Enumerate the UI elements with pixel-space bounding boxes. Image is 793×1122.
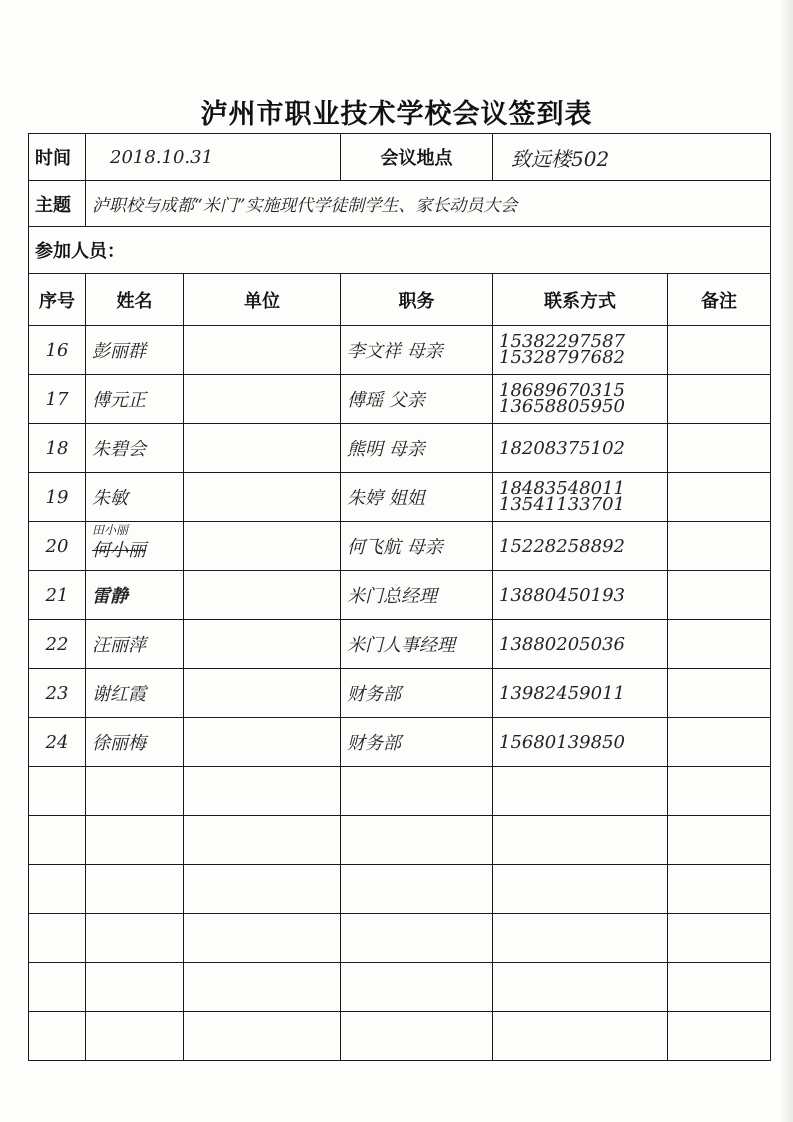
empty-cell [668, 1012, 771, 1061]
row-unit [184, 522, 341, 571]
empty-cell [493, 914, 668, 963]
row-contact [493, 718, 668, 767]
col-role: 职务 [341, 274, 493, 326]
place-label: 会议地点 [341, 134, 493, 181]
empty-cell [86, 816, 184, 865]
empty-cell [493, 816, 668, 865]
empty-cell [184, 767, 341, 816]
empty-cell [184, 865, 341, 914]
row-role: 李文祥 母亲 [341, 326, 493, 375]
empty-cell [493, 865, 668, 914]
row-unit [184, 375, 341, 424]
row-note [668, 669, 771, 718]
empty-cell [86, 963, 184, 1012]
table-row [29, 424, 771, 473]
empty-cell [341, 963, 493, 1012]
page-title: 泸州市职业技术学校会议签到表 [200, 99, 593, 130]
table-row [29, 718, 771, 767]
attendees-label: 参加人员： [29, 227, 771, 274]
row-note [668, 522, 771, 571]
empty-cell [29, 816, 86, 865]
row-role: 何飞航 母亲 [341, 522, 493, 571]
row-unit [184, 473, 341, 522]
row-unit [184, 571, 341, 620]
empty-cell [29, 963, 86, 1012]
empty-cell [341, 767, 493, 816]
place-value: 致远楼502 [493, 134, 771, 181]
table-row [29, 522, 771, 571]
empty-cell [29, 767, 86, 816]
empty-row [29, 865, 771, 914]
empty-cell [341, 816, 493, 865]
contact-line: 15228258892 [499, 535, 625, 557]
empty-cell [29, 1012, 86, 1061]
table-row [29, 620, 771, 669]
row-unit [184, 669, 341, 718]
row-role: 米门总经理 [341, 571, 493, 620]
row-note [668, 620, 771, 669]
col-no: 序号 [29, 274, 86, 326]
scan-edge-shadow [779, 0, 793, 1122]
topic-row [29, 181, 771, 227]
row-role: 财务部 [341, 669, 493, 718]
row-note [668, 718, 771, 767]
row-unit [184, 718, 341, 767]
row-contact [493, 571, 668, 620]
contact-line: 18689670315 [499, 380, 625, 401]
attendees-row [29, 227, 771, 274]
contact-line: 18208375102 [499, 437, 625, 459]
sign-in-table [28, 133, 771, 1061]
empty-cell [29, 914, 86, 963]
empty-row [29, 963, 771, 1012]
empty-cell [668, 865, 771, 914]
row-note [668, 375, 771, 424]
row-contact [493, 620, 668, 669]
empty-cell [493, 963, 668, 1012]
row-unit [184, 326, 341, 375]
time-row [29, 134, 771, 181]
table-row [29, 326, 771, 375]
contact-line: 18483548011 [499, 478, 625, 499]
contact-line: 13658805950 [499, 396, 625, 417]
row-name [86, 522, 184, 571]
row-contact [493, 424, 668, 473]
name-correction: 田小丽 [92, 523, 129, 537]
col-name: 姓名 [86, 274, 184, 326]
row-role: 熊明 母亲 [341, 424, 493, 473]
topic-value: 泸职校与成都“米门”实施现代学徒制学生、家长动员大会 [86, 181, 771, 227]
empty-cell [668, 816, 771, 865]
contact-line: 15328797682 [499, 347, 625, 368]
empty-cell [86, 914, 184, 963]
row-no: 22 [29, 620, 86, 669]
contact-line: 15680139850 [499, 731, 625, 753]
table-row [29, 571, 771, 620]
time-value: 2018.10.31 [86, 134, 341, 181]
row-contact [493, 326, 668, 375]
contact-line: 13982459011 [499, 682, 625, 704]
column-header-row [29, 274, 771, 326]
row-role: 傅瑶 父亲 [341, 375, 493, 424]
empty-row [29, 1012, 771, 1061]
empty-cell [493, 1012, 668, 1061]
row-role: 财务部 [341, 718, 493, 767]
empty-cell [668, 914, 771, 963]
contact-line: 13880450193 [499, 584, 625, 606]
empty-cell [341, 865, 493, 914]
row-no: 19 [29, 473, 86, 522]
empty-cell [29, 865, 86, 914]
row-no: 23 [29, 669, 86, 718]
row-name: 彭丽群 [86, 326, 184, 375]
row-name: 谢红霞 [86, 669, 184, 718]
contact-line: 13541133701 [499, 494, 625, 515]
empty-cell [668, 963, 771, 1012]
topic-label: 主题 [29, 181, 86, 227]
row-note [668, 424, 771, 473]
row-name: 朱敏 [86, 473, 184, 522]
empty-cell [184, 816, 341, 865]
row-no: 24 [29, 718, 86, 767]
row-name: 雷静 [86, 571, 184, 620]
empty-cell [184, 963, 341, 1012]
empty-cell [493, 767, 668, 816]
row-no: 18 [29, 424, 86, 473]
contact-line: 15382297587 [499, 331, 625, 352]
row-name: 傅元正 [86, 375, 184, 424]
empty-cell [86, 865, 184, 914]
row-note [668, 571, 771, 620]
row-note [668, 326, 771, 375]
empty-cell [184, 914, 341, 963]
col-unit: 单位 [184, 274, 341, 326]
table-row [29, 669, 771, 718]
empty-cell [184, 1012, 341, 1061]
row-contact [493, 669, 668, 718]
row-role: 朱婷 姐姐 [341, 473, 493, 522]
row-unit [184, 620, 341, 669]
row-name: 徐丽梅 [86, 718, 184, 767]
empty-row [29, 816, 771, 865]
row-name: 汪丽萍 [86, 620, 184, 669]
table-row [29, 375, 771, 424]
row-no: 16 [29, 326, 86, 375]
col-note: 备注 [668, 274, 771, 326]
col-contact: 联系方式 [493, 274, 668, 326]
row-no: 21 [29, 571, 86, 620]
empty-row [29, 767, 771, 816]
row-name: 朱碧会 [86, 424, 184, 473]
time-label: 时间 [29, 134, 86, 181]
empty-row [29, 914, 771, 963]
empty-cell [86, 1012, 184, 1061]
row-contact [493, 473, 668, 522]
empty-cell [341, 1012, 493, 1061]
empty-cell [341, 914, 493, 963]
row-role: 米门人事经理 [341, 620, 493, 669]
row-name-struck: 何小丽 [92, 540, 146, 561]
row-no: 17 [29, 375, 86, 424]
row-note [668, 473, 771, 522]
empty-cell [668, 767, 771, 816]
row-contact [493, 375, 668, 424]
contact-line: 13880205036 [499, 633, 625, 655]
table-row [29, 473, 771, 522]
row-contact [493, 522, 668, 571]
row-unit [184, 424, 341, 473]
empty-cell [86, 767, 184, 816]
row-no: 20 [29, 522, 86, 571]
